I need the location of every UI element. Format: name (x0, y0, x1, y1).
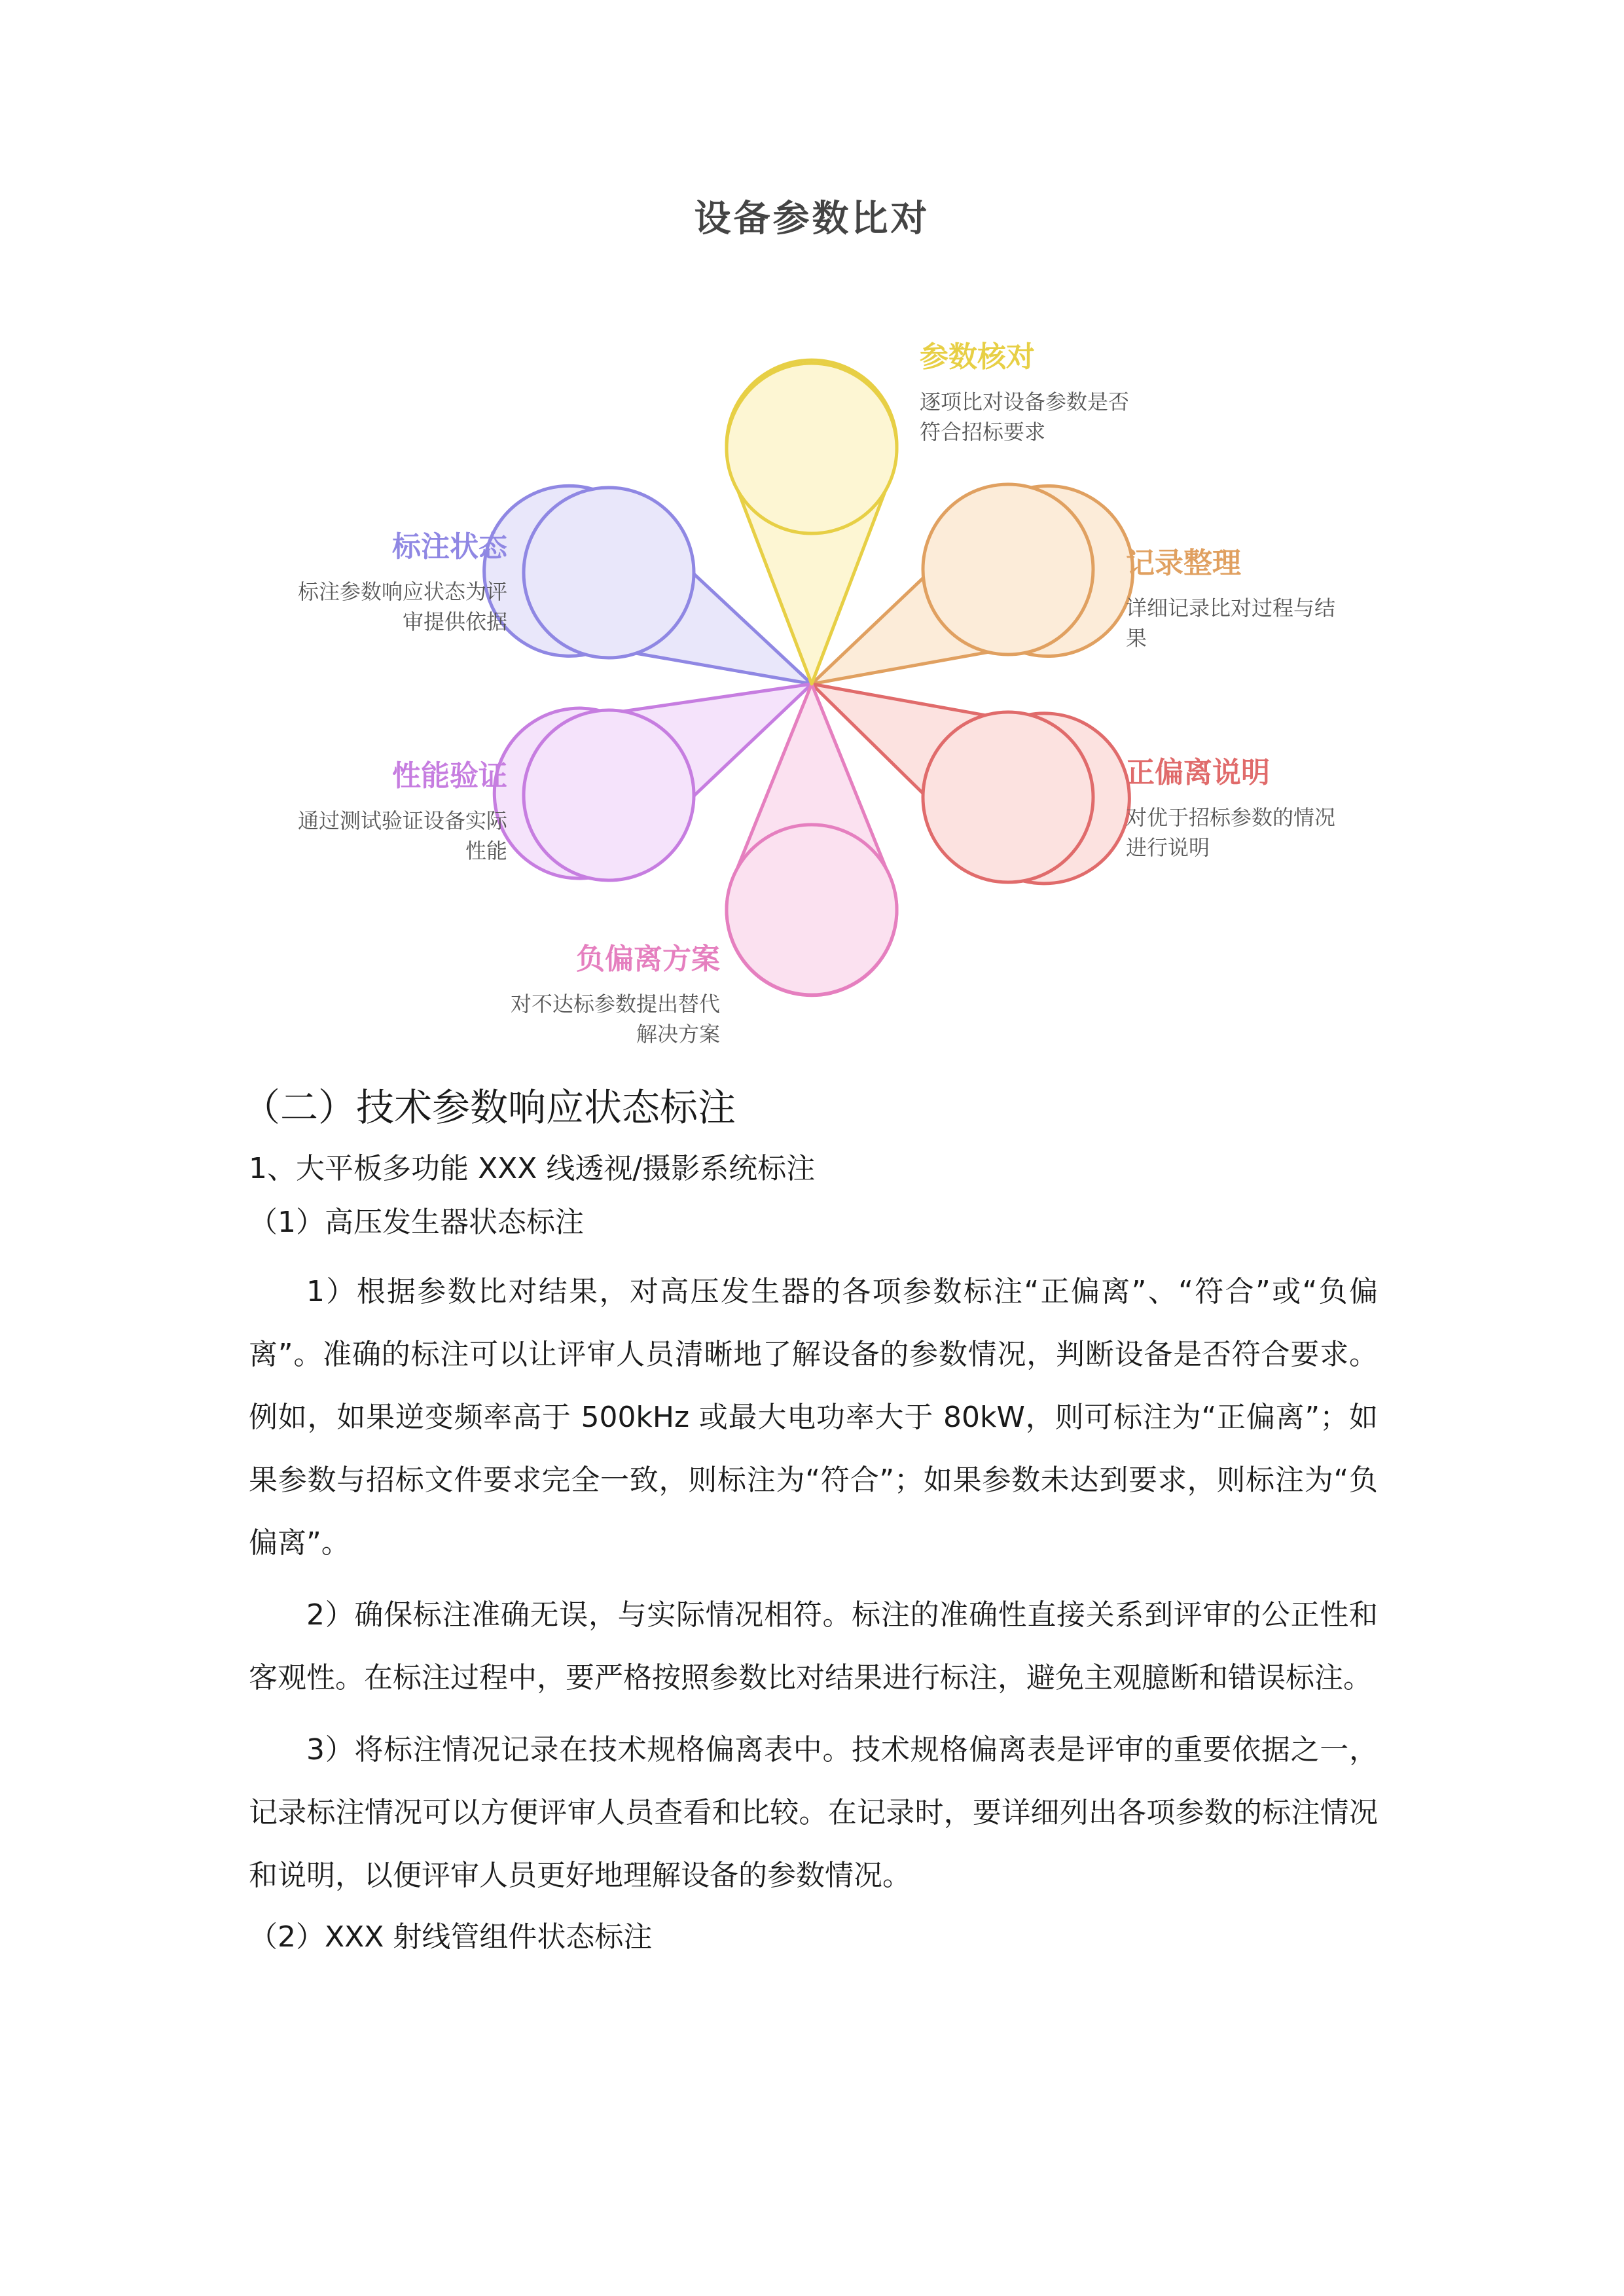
label-desc: 通过测试验证设备实际 性能 (297, 808, 507, 864)
label-performance-verify (249, 759, 507, 867)
item-heading-2: （2）XXX 射线管组件状态标注 (249, 1920, 653, 1954)
diagram-title: 设备参数比对 (694, 198, 930, 240)
label-title: 记录整理 (1126, 547, 1241, 580)
item-heading-1: （1）高压发生器状态标注 (249, 1206, 584, 1240)
paragraph-3: 3）将标注情况记录在技术规格偏离表中。技术规格偏离表是评审的重要依据之一，记录标注情况可以方便评审人员查看和比较。在记录时，要详细列出各项参数的标注情况和说明，以便评审人员更好地理解设备的参数情况。 (249, 1732, 1378, 1892)
flower-graphic (0, 0, 1624, 1073)
label-mark-status (249, 530, 507, 637)
paragraph-2: 2）确保标注准确无误，与实际情况相符。标注的准确性直接关系到评审的公正性和客观性。在标注过程中，要严格按照参数比对结果进行标注，避免主观臆断和错误标注。 (249, 1598, 1378, 1695)
paragraph-1: 1）根据参数比对结果，对高压发生器的各项参数标注“正偏离”、“符合”或“负偏离”。准确的标注可以让评审人员清晰地了解设备的参数情况，判断设备是否符合要求。例如，如果逆变频率高于 500kHz 或最大电功率大于 80kW，则可标注为“正偏离”；如果参数与招标文件要求完全一致，则标注为“符合”；如果参数未达到要求，则标注为“负偏离”。 (249, 1274, 1378, 1560)
parameter-comparison-diagram (0, 0, 1624, 1073)
label-desc: 对不达标参数提出替代 解决方案 (510, 991, 720, 1047)
label-desc: 逐项比对设备参数是否 符合招标要求 (920, 389, 1130, 445)
label-title: 负偏离方案 (576, 942, 720, 976)
label-desc: 详细记录比对过程与结 果 (1126, 595, 1336, 651)
label-title: 正偏离说明 (1126, 756, 1270, 789)
label-title: 参数核对 (920, 340, 1035, 374)
label-positive-deviation (1126, 756, 1335, 863)
subsection-heading: 1、大平板多功能 XXX 线透视/摄影系统标注 (249, 1152, 816, 1186)
label-title: 性能验证 (392, 759, 507, 793)
label-record-organize (1126, 547, 1335, 654)
label-desc: 对优于招标参数的情况 进行说明 (1126, 804, 1336, 861)
section-heading: （二）技术参数响应状态标注 (242, 1085, 736, 1130)
document-body (242, 1083, 1378, 1975)
label-negative-deviation (249, 942, 720, 1050)
label-title: 标注状态 (392, 530, 507, 564)
label-desc: 标注参数响应状态为评 审提供依据 (297, 579, 507, 635)
label-parameter-check (920, 340, 1129, 448)
